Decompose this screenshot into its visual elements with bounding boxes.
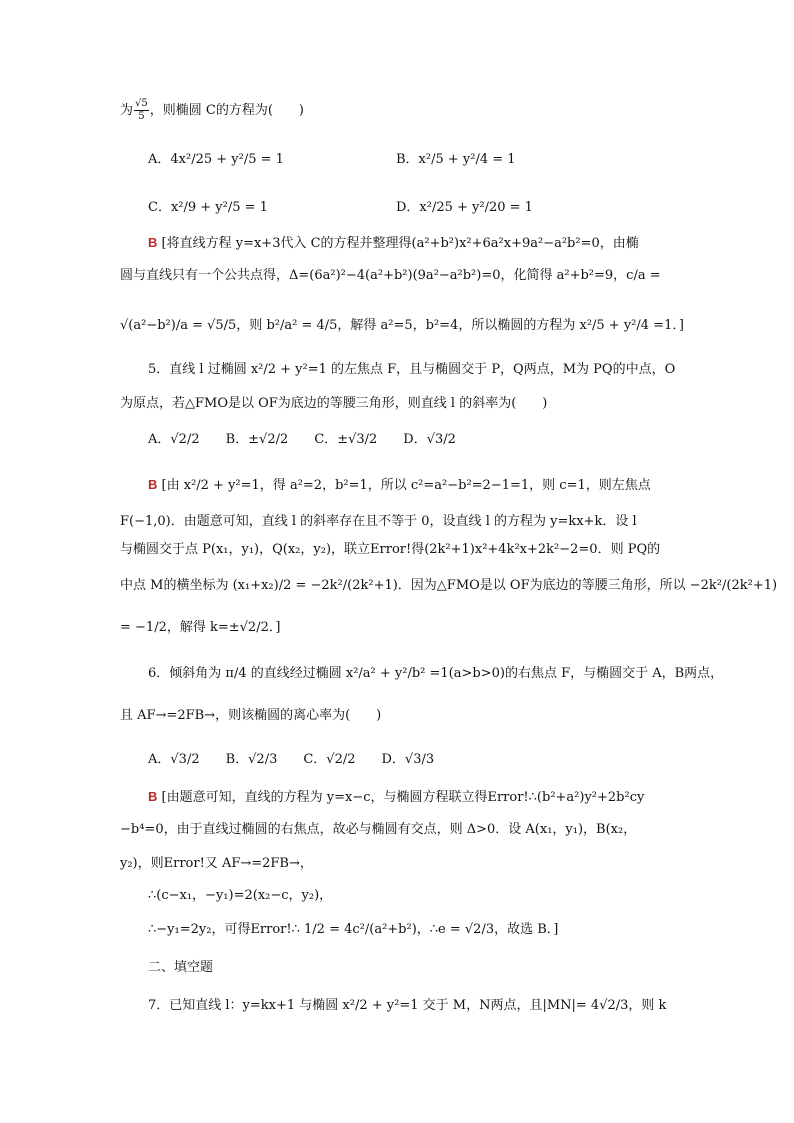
q6-stem-line-2: 且 AF→=2FB→，则该椭圆的离心率为( ) — [120, 708, 382, 723]
q5-solution-line-1: B [由 x²/2 + y²=1，得 a²=2，b²=1，所以 c²=a²−b²=2−1=1，则 c=1，则左焦点 — [148, 477, 651, 493]
section-title: 二、填空题 — [148, 960, 214, 975]
q6-stem-line-1: 6．倾斜角为 π/4 的直线经过椭圆 x²/a² + y²/b² =1(a>b>0)的右焦点 F，与椭圆交于 A，B两点， — [148, 666, 724, 681]
q6-solution-line-4: ∴(c−x₁，−y₁)=2(x₂−c，y₂)， — [148, 888, 333, 903]
q5-stem-line-2: 为原点，若△FMO是以 OF为底边的等腰三角形，则直线 l 的斜率为( ) — [120, 396, 548, 411]
q5-solution-line-4: 中点 M的横坐标为 (x₁+x₂)/2 = −2k²/(2k²+1)．因为△FMO是以 OF为底边的等腰三角形，所以 −2k²/(2k²+1) — [120, 578, 778, 593]
q5-solution-line-2: F(−1,0)．由题意可知，直线 l 的斜率存在且不等于 0，设直线 l 的方程为 y=kx+k．设 l — [120, 514, 637, 529]
q5-solution-line-5: = −1/2，解得 k=±√2/2．] — [120, 620, 281, 635]
q6-solution-line-5: ∴−y₁=2y₂，可得Error!∴ 1/2 = 4c²/(a²+b²)，∴e = √2/3，故选 B．] — [148, 922, 559, 937]
q6-solution-line-1: B [由题意可知，直线的方程为 y=x−c，与椭圆方程联立得Error!∴(b²+a²)y²+2b²cy — [148, 789, 645, 805]
q6-choices: A．√3/2 B．√2/3 C．√2/2 D．√3/3 — [148, 752, 435, 767]
q7-stem: 7．已知直线 l：y=kx+1 与椭圆 x²/2 + y²=1 交于 M，N两点，且|MN|= 4√2/3，则 k — [148, 998, 667, 1013]
q4-choice-a: A．4x²/25 + y²/5 = 1 — [148, 152, 284, 167]
q6-solution-line-2: −b⁴=0，由于直线过椭圆的右焦点，故必与椭圆有交点，则 Δ>0．设 A(x₁，y₁)，B(x₂， — [120, 822, 637, 837]
q5-choices: A．√2/2 B．±√2/2 C．±√3/2 D．√3/2 — [148, 432, 456, 447]
answer-badge: B — [148, 235, 158, 250]
answer-badge: B — [148, 789, 158, 804]
q4-choice-c: C．x²/9 + y²/5 = 1 — [148, 200, 268, 215]
q4-solution-line-3: √(a²−b²)/a = √5/5，则 b²/a² = 4/5，解得 a²=5，b²=4，所以椭圆的方程为 x²/5 + y²/4 =1．] — [120, 318, 684, 333]
answer-badge: B — [148, 477, 158, 492]
q5-stem-line-1: 5．直线 l 过椭圆 x²/2 + y²=1 的左焦点 F，且与椭圆交于 P，Q两点，M为 PQ的中点，O — [148, 362, 676, 377]
q4-stem: 为 $\frac{√5}{5}$ ，则椭圆 C的方程为( ) — [120, 98, 304, 122]
q6-solution-line-3: y₂)，则Error!又 AF→=2FB→， — [120, 856, 313, 871]
q4-solution-line-2: 圆与直线只有一个公共点得，Δ=(6a²)²−4(a²+b²)(9a²−a²b²)=0，化简得 a²+b²=9，c/a = — [120, 268, 661, 283]
q4-choice-b: B．x²/5 + y²/4 = 1 — [396, 152, 516, 167]
q5-solution-line-3: 与椭圆交于点 P(x₁，y₁)，Q(x₂，y₂)，联立Error!得(2k²+1)x²+4k²x+2k²−2=0．则 PQ的 — [120, 542, 661, 557]
q4-solution-line-1: B [将直线方程 y=x+3代入 C的方程并整理得(a²+b²)x²+6a²x+9a²−a²b²=0，由椭 — [148, 235, 639, 251]
q4-choice-d: D．x²/25 + y²/20 = 1 — [396, 200, 533, 215]
